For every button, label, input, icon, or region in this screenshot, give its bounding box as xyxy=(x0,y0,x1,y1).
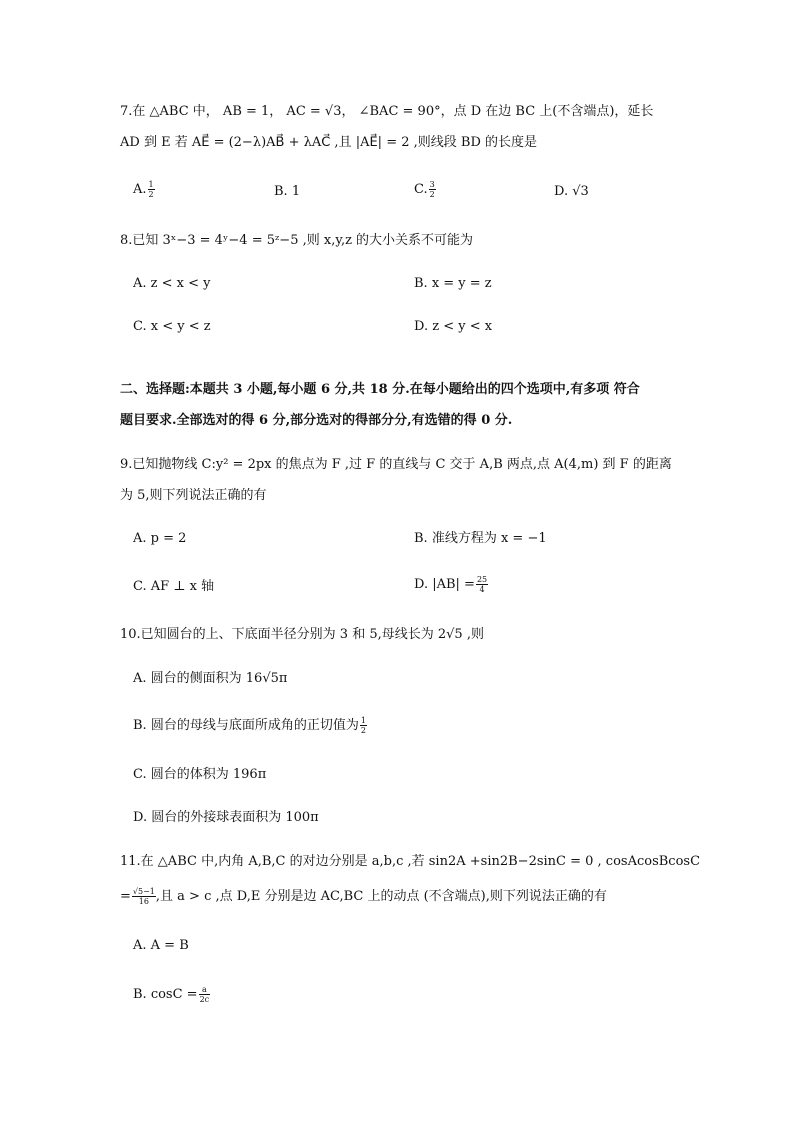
q11-option-b-numerator: a xyxy=(199,985,211,995)
q10-option-b-numerator: 1 xyxy=(360,716,366,725)
q7-option-a-fraction xyxy=(148,180,155,199)
q10-option-b-fraction xyxy=(360,716,367,735)
q11-fraction-numerator: √5−1 xyxy=(132,887,155,896)
q7-option-b: B. 1 xyxy=(274,184,301,199)
q7-option-a xyxy=(133,180,155,199)
q7-stem-line2: AD 到 E 若 AE⃗ = (2−λ)AB⃗ + λAC⃗ ,且 |AE⃗| = 2 ,则线段 BD 的长度是 xyxy=(120,135,537,150)
q8-option-c: C. x < y < z xyxy=(133,319,211,334)
q9-option-d-numerator: 25 xyxy=(476,575,488,584)
q7-option-c-fraction xyxy=(429,180,436,199)
q7-option-c-denominator: 2 xyxy=(429,190,435,199)
section2-heading-line2: 题目要求.全部选对的得 6 分,部分选对的得部分分,有选错的得 0 分. xyxy=(120,413,513,428)
q7-option-a-numerator: 1 xyxy=(148,180,154,189)
q9-option-d-label: D. |AB| = xyxy=(414,577,475,592)
q8-option-d: D. z < y < x xyxy=(414,319,493,334)
q9-option-c: C. AF ⊥ x 轴 xyxy=(133,579,215,594)
q10-stem-line1: 10.已知圆台的上、下底面半径分别为 3 和 5,母线长为 2√5 ,则 xyxy=(120,627,484,642)
q9-stem-line2: 为 5,则下列说法正确的有 xyxy=(120,488,267,503)
q11-fraction-denominator: 16 xyxy=(138,897,149,906)
q11-equals-sign: = xyxy=(120,889,131,904)
q7-option-a-denominator: 2 xyxy=(148,190,154,199)
q10-option-d: D. 圆台的外接球表面积为 100π xyxy=(133,810,319,825)
q11-stem-line2-rest: ,且 a > c ,点 D,E 分别是边 AC,BC 上的动点 (不含端点),则下列说法正确的有 xyxy=(155,889,607,904)
q11-fraction xyxy=(132,887,156,906)
q11-option-b-denominator: 2c xyxy=(199,995,210,1004)
q10-option-a: A. 圆台的侧面积为 16√5π xyxy=(133,671,288,686)
q9-option-d-denominator: 4 xyxy=(479,585,485,594)
q11-stem-line2 xyxy=(120,887,607,906)
q11-option-b-fraction xyxy=(199,985,211,1004)
q8-option-b: B. x = y = z xyxy=(414,276,492,291)
q8-option-a: A. z < x < y xyxy=(133,276,211,291)
q9-stem-line1: 9.已知抛物线 C:y² = 2px 的焦点为 F ,过 F 的直线与 C 交于 A,B 两点,点 A(4,m) 到 F 的距离 xyxy=(120,457,672,472)
q7-option-c-numerator: 3 xyxy=(429,180,435,189)
q10-option-c: C. 圆台的体积为 196π xyxy=(133,767,267,782)
q9-option-d-fraction xyxy=(476,575,488,594)
q11-stem-line1: 11.在 △ABC 中,内角 A,B,C 的对边分别是 a,b,c ,若 sin2A +sin2B−2sinC = 0 , cosAcosBcosC xyxy=(120,854,701,869)
q8-stem-line1: 8.已知 3ˣ−3 = 4ʸ−4 = 5ᶻ−5 ,则 x,y,z 的大小关系不可能为 xyxy=(120,233,474,248)
q9-option-b: B. 准线方程为 x = −1 xyxy=(414,531,547,546)
q11-option-a: A. A = B xyxy=(133,938,189,953)
q7-option-c-label: C. xyxy=(414,182,428,197)
section2-heading-line1: 二、选择题:本题共 3 小题,每小题 6 分,共 18 分.在每小题给出的四个选项中,有多项 符合 xyxy=(120,382,640,397)
q9-option-d xyxy=(414,575,488,594)
q10-option-b-denominator: 2 xyxy=(360,726,366,735)
q11-option-b xyxy=(133,985,210,1004)
q10-option-b xyxy=(133,716,367,735)
q7-option-d: D. √3 xyxy=(554,184,589,199)
q7-stem-line1: 7.在 △ABC 中， AB = 1， AC = √3， ∠BAC = 90°，点 D 在边 BC 上(不含端点)，延长 xyxy=(120,104,654,119)
q7-option-a-label: A. xyxy=(133,182,147,197)
q9-option-a: A. p = 2 xyxy=(133,531,187,546)
q7-option-c xyxy=(414,180,436,199)
q11-option-b-label: B. cosC = xyxy=(133,987,198,1002)
q10-option-b-label: B. 圆台的母线与底面所成角的正切值为 xyxy=(133,718,359,733)
